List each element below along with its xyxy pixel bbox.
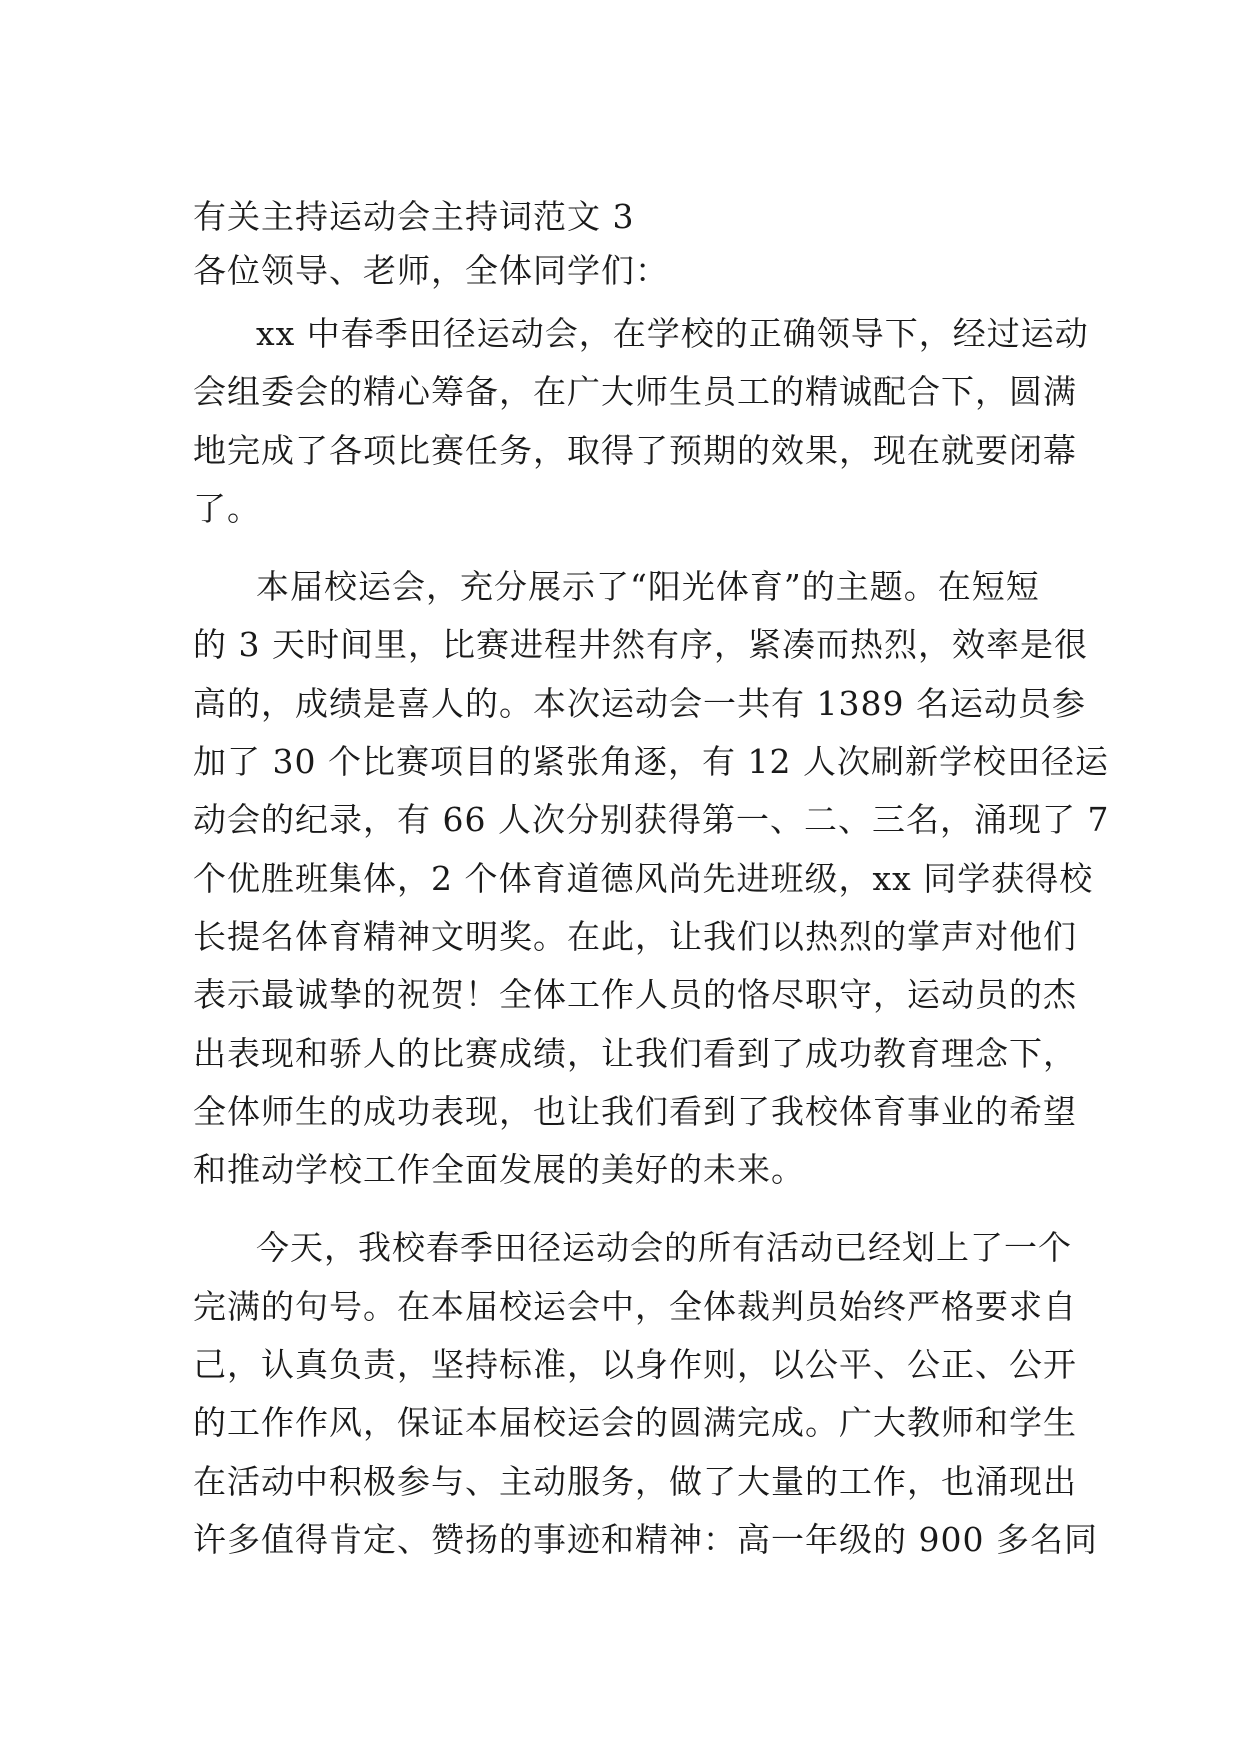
salutation: 各位领导、老师，全体同学们：	[193, 251, 669, 290]
paragraph-line: 全体师生的成功表现，也让我们看到了我校体育事业的希望	[193, 1091, 1077, 1131]
paragraph-line: xx 中春季田径运动会，在学校的正确领导下，经过运动	[256, 314, 1089, 353]
paragraph-line: 表示最诚挚的祝贺！全体工作人员的恪尽职守，运动员的杰	[193, 975, 1077, 1015]
paragraph-line: 完满的句号。在本届校运会中，全体裁判员始终严格要求自	[193, 1286, 1077, 1326]
paragraph-line: 和推动学校工作全面发展的美好的未来。	[193, 1150, 805, 1190]
document-title: 有关主持运动会主持词范文 3	[193, 197, 635, 236]
paragraph-line: 己，认真负责，坚持标准，以身作则，以公平、公正、公开	[193, 1345, 1077, 1385]
paragraph-line: 会组委会的精心筹备，在广大师生员工的精诚配合下，圆满	[193, 372, 1077, 412]
paragraph-line: 的 3 天时间里，比赛进程井然有序，紧凑而热烈，效率是很	[193, 625, 1088, 665]
paragraph-1	[193, 305, 1089, 538]
paragraph-line: 本届校运会，充分展示了“阳光体育”的主题。在短短	[256, 567, 1040, 607]
paragraph-line: 动会的纪录，有 66 人次分别获得第一、二、三名，涌现了 7	[193, 800, 1110, 840]
paragraph-line: 在活动中积极参与、主动服务，做了大量的工作，也涌现出	[193, 1461, 1077, 1501]
paragraph-line: 个优胜班集体，2 个体育道德风尚先进班级，xx 同学获得校	[193, 858, 1094, 898]
paragraph-line: 的工作作风，保证本届校运会的圆满完成。广大教师和学生	[193, 1403, 1077, 1443]
paragraph-line: 高的，成绩是喜人的。本次运动会一共有 1389 名运动员参	[193, 683, 1086, 723]
paragraph-line: 了。	[193, 488, 261, 528]
paragraph-line: 许多值得肯定、赞扬的事迹和精神：高一年级的 900 多名同	[193, 1519, 1098, 1559]
paragraph-line: 出表现和骄人的比赛成绩，让我们看到了成功教育理念下，	[193, 1033, 1077, 1073]
paragraph-2	[193, 558, 1110, 1199]
paragraph-line: 加了 30 个比赛项目的紧张角逐，有 12 人次刷新学校田径运	[193, 742, 1109, 782]
paragraph-3	[193, 1219, 1098, 1569]
paragraph-line: 地完成了各项比赛任务，取得了预期的效果，现在就要闭幕	[193, 430, 1077, 470]
paragraph-line: 今天，我校春季田径运动会的所有活动已经划上了一个	[256, 1228, 1072, 1268]
paragraph-line: 长提名体育精神文明奖。在此，让我们以热烈的掌声对他们	[193, 916, 1077, 956]
document-body	[193, 191, 1110, 1569]
